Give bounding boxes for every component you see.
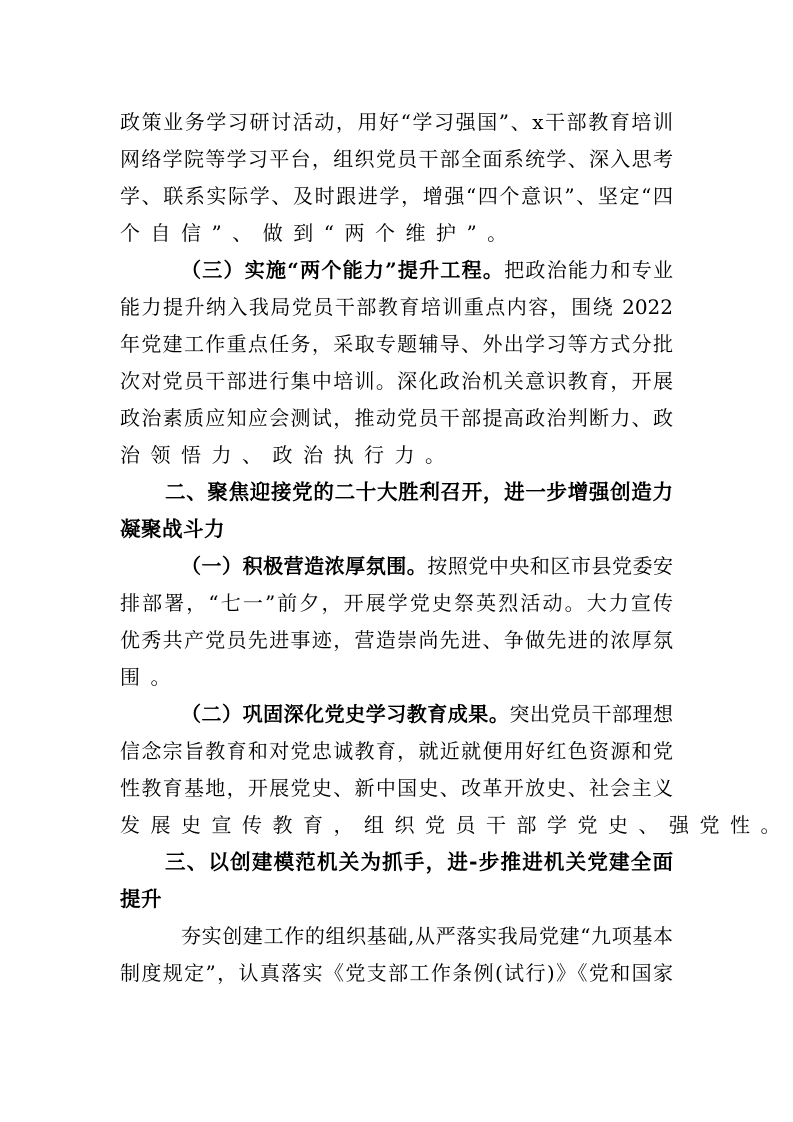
body-text-line: 性教育基地，开展党史、新中国史、改革开放史、社会主义 (120, 776, 673, 800)
body-text-line: 政策业务学习研讨活动，用好“学习强国”、x干部教育培训 (120, 110, 673, 134)
section-heading-2: 二、聚焦迎接党的二十大胜利召开，进一步增强创造力 (165, 480, 673, 504)
subsection-title: （三）实施“两个能力”提升工程。 (181, 258, 505, 282)
section-heading-2-cont: 凝聚战斗力 (120, 517, 225, 541)
body-text-line: 政治素质应知应会测试，推动党员干部提高政治判断力、政 (120, 406, 673, 430)
body-text-line: 治领悟力、政治执行力。 (120, 443, 456, 467)
body-text-line: 优秀共产党员先进事迹，营造崇尚先进、争做先进的浓厚氛 (120, 628, 673, 652)
body-text: 把政治能力和专业 (504, 258, 673, 282)
body-text-line: 排部署，“七一”前夕，开展学党史祭英烈活动。大力宣传 (120, 591, 673, 615)
subsection-title: （一）积极营造浓厚氛围。 (181, 554, 428, 578)
subsection-3-first-line (181, 252, 673, 289)
body-text-line: 信念宗旨教育和对党忠诚教育，就近就便用好红色资源和党 (120, 739, 673, 763)
section-heading-3-cont: 提升 (120, 887, 162, 911)
section-heading-3: 三、以创建模范机关为抓手，进-步推进机关党建全面 (165, 850, 673, 874)
subsection-1-first-line (181, 548, 673, 585)
body-text-line: 制度规定”，认真落实《党支部工作条例(试行)》《党和国家 (120, 961, 673, 985)
subsection-2-first-line (181, 696, 673, 733)
body-text-line: 围。 (120, 665, 181, 689)
body-text: 按照党中央和区市县党委安 (427, 554, 674, 578)
body-text-line: 次对党员干部进行集中培训。深化政治机关意识教育，开展 (120, 369, 673, 393)
body-text-line: 能力提升纳入我局党员干部教育培训重点内容，围绕 2022 (120, 295, 673, 319)
body-text-line: 发展史宣传教育，组织党员干部学党史、强党性。 (120, 813, 791, 837)
subsection-title: （二）巩固深化党史学习教育成果。 (181, 702, 510, 726)
body-text-line: 夯实创建工作的组织基础,从严落实我局党建“九项基本 (181, 924, 673, 948)
body-text-line: 个自信”、做到“两个维护”。 (120, 221, 518, 245)
body-text: 突出党员干部理想 (509, 702, 674, 726)
body-text-line: 网络学院等学习平台，组织党员干部全面系统学、深入思考 (120, 147, 673, 171)
body-text-line: 年党建工作重点任务，采取专题辅导、外出学习等方式分批 (120, 332, 673, 356)
body-text-line: 学、联系实际学、及时跟进学，增强“四个意识”、坚定“四 (120, 184, 673, 208)
